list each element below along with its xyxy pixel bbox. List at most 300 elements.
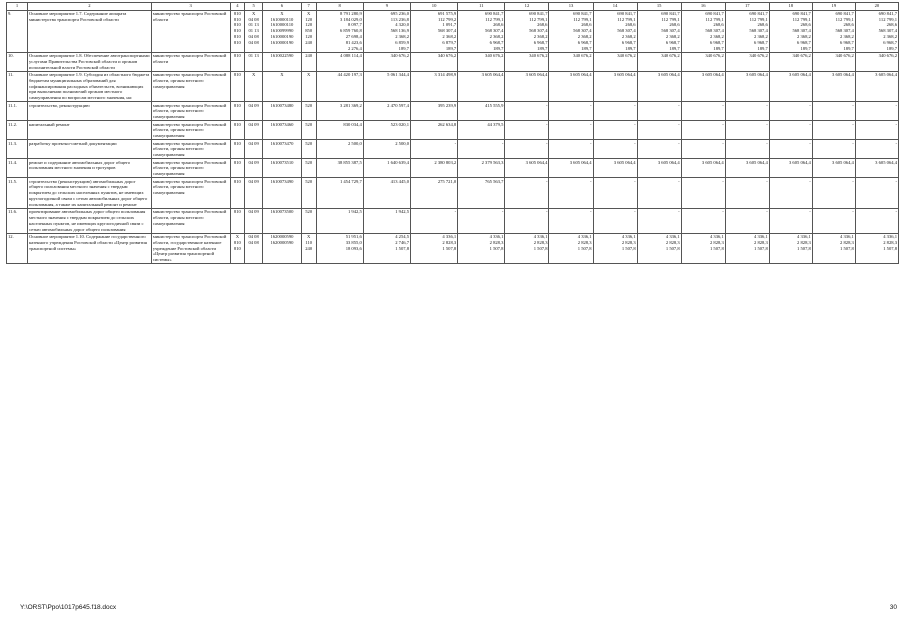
- value-line: 18 093,6: [345, 245, 362, 251]
- value-line: 268,6: [800, 22, 811, 28]
- value-cell: [410, 10, 457, 52]
- row-executor: министерство транспорта Ростовской области, государственное казенное учреждение Ростовской области «Центр развития транспортной системы»: [151, 233, 230, 264]
- value-line: 4 336,1: [883, 233, 897, 239]
- value-line: -: [678, 121, 680, 127]
- value-cell: [301, 140, 316, 159]
- value-cell: [637, 233, 681, 264]
- value-line: 268,6: [537, 22, 548, 28]
- row-executor: министерство транспорта Ростовской области: [151, 52, 230, 71]
- value-line: X: [235, 233, 240, 239]
- value-cell: [637, 140, 681, 159]
- value-line: 04 09: [248, 178, 259, 184]
- value-cell: [681, 233, 725, 264]
- value-cell: [316, 71, 363, 102]
- value-cell: [301, 71, 316, 102]
- row-number: 10.: [7, 52, 28, 71]
- value-line: 51 951,6: [345, 233, 362, 239]
- value-line: -: [852, 140, 854, 146]
- value-line: -: [545, 102, 548, 108]
- value-line: 6 968,7: [621, 39, 636, 45]
- value-cell: [769, 140, 812, 159]
- value-line: 2 380 803,2: [434, 159, 457, 165]
- row-number: 11.2.: [7, 121, 28, 140]
- value-line: 240: [305, 39, 313, 45]
- value-cell: [505, 10, 549, 52]
- value-line: 1610073490: [270, 178, 294, 184]
- table-row: [7, 233, 899, 264]
- value-line: 6 968,7: [754, 39, 768, 45]
- value-line: 268,6: [493, 22, 504, 28]
- value-line: 2 368,2: [577, 34, 592, 40]
- row-name: строительство (реконструкцию) автомобильных дорог общего пользования местного значения с твердым покрытием до сельских населенных пунктов, не имеющих круглогодичной связи с сетью автомобильных дорог общего пользования, а также их капитальный ремонт и ремонт: [27, 178, 151, 209]
- value-line: 268,6: [843, 22, 854, 28]
- value-line: 2 368,2: [665, 34, 680, 40]
- value-cell: [245, 52, 263, 71]
- value-line: 810: [233, 53, 241, 59]
- value-line: 04 08: [248, 34, 259, 40]
- value-cell: [316, 102, 363, 121]
- value-line: 340 676,2: [390, 53, 409, 59]
- value-line: 01 13: [248, 22, 259, 28]
- value-line: 240: [305, 53, 313, 59]
- row-name: капитальный ремонт: [27, 121, 151, 140]
- value-line: 1610073480: [270, 102, 294, 108]
- value-line: -: [722, 102, 724, 108]
- value-line: 6 968,7: [797, 39, 811, 45]
- value-line: -: [722, 140, 724, 146]
- row-executor: министерство транспорта Ростовской области: [151, 10, 230, 52]
- value-line: -: [766, 178, 768, 184]
- value-line: X: [307, 72, 311, 78]
- value-line: 1 942,5: [395, 209, 409, 215]
- value-line: 520: [305, 178, 313, 184]
- value-cell: [725, 52, 769, 71]
- value-line: 3 281 369,2: [339, 102, 362, 108]
- value-cell: [363, 102, 410, 121]
- value-cell: [725, 102, 769, 121]
- value-cell: [245, 140, 263, 159]
- value-line: 340 676,2: [617, 53, 636, 59]
- value-cell: [769, 52, 812, 71]
- column-number-cell: 8: [316, 3, 363, 11]
- value-cell: [410, 121, 457, 140]
- value-line: 1610099990: [270, 28, 294, 34]
- table-row: [7, 140, 899, 159]
- table-row: [7, 52, 899, 71]
- value-line: 4 336,1: [621, 233, 636, 239]
- value-cell: [363, 121, 410, 140]
- value-line: -: [454, 209, 457, 215]
- value-line: 691 575,9: [437, 10, 457, 16]
- value-cell: [549, 159, 593, 178]
- value-line: -: [852, 102, 854, 108]
- value-line: -: [895, 209, 897, 215]
- value-line: 81 423,6: [345, 39, 362, 45]
- value-line: 1610000190: [270, 34, 294, 40]
- value-cell: [316, 178, 363, 209]
- row-name: разработку проектно-сметной документации: [27, 140, 151, 159]
- value-cell: [263, 178, 302, 209]
- value-line: 4 336,1: [489, 233, 504, 239]
- value-cell: [637, 178, 681, 209]
- row-number: 11.5.: [7, 178, 28, 209]
- value-line: 340 676,2: [437, 53, 457, 59]
- value-cell: [637, 121, 681, 140]
- value-line: 3 605 064,4: [525, 72, 548, 78]
- value-line: 4 336,1: [665, 233, 680, 239]
- value-line: 395 239,9: [437, 102, 457, 108]
- value-line: 2 828,3: [840, 239, 854, 245]
- value-cell: [316, 140, 363, 159]
- value-line: 189,7: [713, 45, 724, 51]
- value-line: -: [590, 209, 592, 215]
- value-line: 38 855 387,5: [337, 159, 362, 165]
- row-executor: министерство транспорта Ростовской области, органы местного самоуправления: [151, 121, 230, 140]
- value-line: 690 841,7: [878, 10, 897, 16]
- value-cell: [855, 52, 898, 71]
- column-number-cell: 16: [681, 3, 725, 11]
- value-line: 3 605 064,4: [832, 72, 854, 78]
- value-line: 4 320,0: [395, 22, 409, 28]
- value-line: 112 799,1: [835, 16, 854, 22]
- value-cell: [505, 159, 549, 178]
- value-line: 340 676,2: [705, 53, 724, 59]
- value-line: 8 791 280,9: [339, 10, 362, 16]
- row-executor: министерство транспорта Ростовской области, органы местного самоуправления: [151, 140, 230, 159]
- value-cell: [593, 102, 637, 121]
- value-cell: [855, 233, 898, 264]
- value-cell: [681, 52, 725, 71]
- value-line: -: [895, 121, 897, 127]
- value-line: 3 605 064,4: [569, 72, 592, 78]
- value-cell: [593, 140, 637, 159]
- value-line: -: [590, 140, 592, 146]
- value-cell: [681, 121, 725, 140]
- value-line: 2 368,2: [754, 34, 768, 40]
- value-cell: [505, 178, 549, 209]
- value-line: 189,7: [445, 45, 457, 51]
- value-cell: [245, 121, 263, 140]
- value-line: 112 799,1: [705, 16, 724, 22]
- value-line: 2 828,3: [442, 239, 457, 245]
- value-cell: [812, 233, 855, 264]
- value-line: 690 841,7: [573, 10, 592, 16]
- value-line: 810: [233, 239, 241, 245]
- value-cell: [812, 52, 855, 71]
- value-cell: [316, 10, 363, 52]
- value-line: X: [307, 10, 311, 16]
- value-line: 04 09: [248, 102, 259, 108]
- value-cell: [363, 233, 410, 264]
- value-line: 4 336,1: [709, 233, 724, 239]
- value-line: 340 676,2: [529, 53, 548, 59]
- value-cell: [301, 178, 316, 209]
- value-line: 189,7: [537, 45, 548, 51]
- value-line: 340 676,2: [878, 53, 897, 59]
- value-line: -: [545, 209, 548, 215]
- column-number-cell: 12: [505, 3, 549, 11]
- value-line: 1 507,8: [621, 245, 636, 251]
- value-line: -: [722, 121, 724, 127]
- value-line: 189,7: [493, 45, 504, 51]
- value-cell: [458, 102, 505, 121]
- value-line: 2 828,3: [797, 239, 811, 245]
- row-executor: министерство транспорта Ростовской области, органы местного самоуправления: [151, 159, 230, 178]
- value-line: -: [545, 178, 548, 184]
- value-cell: [769, 121, 812, 140]
- value-line: -: [852, 121, 854, 127]
- value-line: 568 307,4: [705, 28, 724, 34]
- value-line: 340 676,2: [485, 53, 504, 59]
- value-line: 189,7: [886, 45, 897, 51]
- value-cell: [458, 140, 505, 159]
- value-cell: [363, 140, 410, 159]
- value-line: 2 500,0: [347, 140, 362, 146]
- value-cell: [505, 121, 549, 140]
- value-line: 268,6: [625, 22, 636, 28]
- value-line: -: [590, 178, 592, 184]
- value-cell: [549, 233, 593, 264]
- value-line: 690 841,7: [835, 10, 854, 16]
- value-line: 568 136,9: [390, 28, 409, 34]
- row-executor: министерство транспорта Ростовской области, органы местного самоуправления: [151, 178, 230, 209]
- value-cell: [230, 52, 245, 71]
- value-cell: [301, 208, 316, 233]
- value-line: 04 09: [248, 209, 259, 215]
- column-number-cell: 11: [458, 3, 505, 11]
- value-line: X: [280, 72, 284, 78]
- value-line: 3 605 064,4: [832, 159, 854, 165]
- value-line: 3 605 064,4: [657, 72, 680, 78]
- value-cell: [637, 208, 681, 233]
- value-line: -: [678, 178, 680, 184]
- value-cell: [230, 140, 245, 159]
- value-cell: [245, 159, 263, 178]
- value-line: 5 061 344,4: [387, 72, 409, 78]
- value-line: 112 799,2: [437, 16, 457, 22]
- value-line: 3 605 064,4: [569, 159, 592, 165]
- value-line: 2 379 563,3: [481, 159, 504, 165]
- value-cell: [301, 233, 316, 264]
- value-line: 268,6: [886, 22, 897, 28]
- value-cell: [593, 159, 637, 178]
- value-cell: [855, 140, 898, 159]
- value-line: 189,7: [669, 45, 680, 51]
- value-line: -: [809, 140, 811, 146]
- value-cell: [263, 208, 302, 233]
- value-line: 6 968,7: [883, 39, 897, 45]
- column-number-cell: 15: [637, 3, 681, 11]
- value-line: 4 336,1: [577, 233, 592, 239]
- row-name: Основное мероприятие 1.8. Обеспечение автотранспортными услугами Правительства Ростовской области и органов исполнительной власти Ростовской области: [28, 53, 150, 70]
- value-cell: [505, 208, 549, 233]
- value-line: 1 507,8: [489, 245, 504, 251]
- value-line: 189,7: [581, 45, 592, 51]
- value-cell: [681, 71, 725, 102]
- value-line: 695 236,0: [390, 10, 409, 16]
- value-cell: [637, 102, 681, 121]
- value-cell: [410, 140, 457, 159]
- value-cell: [263, 159, 302, 178]
- row-executor: министерство транспорта Ростовской области, органы местного самоуправления: [151, 208, 230, 233]
- value-line: 1 507,8: [797, 245, 811, 251]
- value-line: -: [678, 102, 680, 108]
- value-line: 415 555,9: [485, 102, 504, 108]
- value-line: 1610073500: [270, 209, 294, 215]
- column-number-cell: 18: [769, 3, 812, 11]
- value-cell: [593, 233, 637, 264]
- value-line: 2 368,2: [442, 34, 457, 40]
- value-line: 01 13: [248, 28, 259, 34]
- value-cell: [410, 208, 457, 233]
- value-line: 189,7: [625, 45, 636, 51]
- value-line: 3 605 064,4: [701, 159, 724, 165]
- row-number: 11.: [7, 71, 28, 102]
- value-line: 1 454 729,7: [339, 178, 362, 184]
- column-number-cell: 6: [263, 3, 302, 11]
- value-line: 810: [233, 22, 241, 28]
- value-line: X: [307, 233, 311, 239]
- value-line: 520: [305, 102, 313, 108]
- value-line: 1 507,8: [840, 245, 854, 251]
- value-line: -: [501, 209, 504, 215]
- value-line: 810: [233, 34, 241, 40]
- value-line: -: [809, 121, 811, 127]
- value-line: 3 605 064,4: [745, 72, 768, 78]
- value-cell: [593, 178, 637, 209]
- row-name: проектирование автомобильных дорог общего пользования местного значения с твердым покрытием до сельских населенных пунктов, не имеющих круглогодичной связи с сетью автомобильных дорог общего пользования: [27, 208, 151, 233]
- value-cell: [769, 10, 812, 52]
- row-number: 11.1.: [7, 102, 28, 121]
- value-line: 3 605 064,4: [525, 159, 548, 165]
- value-cell: [812, 71, 855, 102]
- value-line: 1 507,8: [533, 245, 548, 251]
- value-line: 568 307,4: [485, 28, 504, 34]
- row-executor: министерство транспорта Ростовской области, органы местного самоуправления: [151, 102, 230, 121]
- value-line: 1610000110: [270, 16, 294, 22]
- value-line: -: [895, 102, 897, 108]
- value-cell: [245, 178, 263, 209]
- value-line: 2 368,2: [883, 34, 897, 40]
- value-line: 690 841,7: [485, 10, 504, 16]
- value-line: 690 841,7: [705, 10, 724, 16]
- value-line: -: [545, 140, 548, 146]
- column-number-cell: 20: [855, 3, 898, 11]
- value-line: 2 828,3: [665, 239, 680, 245]
- value-cell: [681, 10, 725, 52]
- value-cell: [363, 10, 410, 52]
- column-number-cell: 14: [593, 3, 637, 11]
- value-line: 04 08: [248, 16, 259, 22]
- value-line: 2 828,3: [621, 239, 636, 245]
- value-line: 275 721,0: [437, 178, 457, 184]
- table-row: [7, 208, 899, 233]
- value-cell: [410, 233, 457, 264]
- value-cell: [769, 71, 812, 102]
- value-cell: [593, 52, 637, 71]
- value-cell: [230, 10, 245, 52]
- value-cell: [245, 233, 263, 264]
- row-name: Основное мероприятие 1.7. Содержание аппарата министерства транспорта Ростовской области: [27, 10, 151, 52]
- budget-table: [6, 2, 899, 264]
- value-line: -: [722, 178, 724, 184]
- value-cell: [230, 178, 245, 209]
- value-cell: [725, 121, 769, 140]
- value-cell: [245, 71, 263, 102]
- value-line: 3 314 498,9: [434, 72, 457, 78]
- value-line: 2 828,3: [533, 239, 548, 245]
- value-line: 04 08: [248, 239, 259, 245]
- row-number: 9.: [7, 10, 28, 52]
- value-line: 850: [305, 28, 313, 34]
- value-line: 189,7: [800, 45, 811, 51]
- value-line: 810: [233, 16, 241, 22]
- value-line: 1 507,8: [665, 245, 680, 251]
- value-cell: [230, 208, 245, 233]
- value-cell: [855, 71, 898, 102]
- value-line: -: [634, 209, 636, 215]
- value-line: 690 841,7: [661, 10, 680, 16]
- value-line: 2 470 597,4: [387, 102, 409, 108]
- value-line: 01 13: [248, 53, 259, 59]
- value-line: 810: [233, 39, 241, 45]
- value-cell: [301, 121, 316, 140]
- value-line: 1 091,7: [442, 22, 457, 28]
- value-cell: [681, 140, 725, 159]
- column-number-cell: 17: [725, 3, 769, 11]
- value-line: -: [766, 121, 768, 127]
- value-line: 568 307,4: [878, 28, 897, 34]
- value-line: 112 799,1: [485, 16, 504, 22]
- value-line: 520: [305, 140, 313, 146]
- value-line: 1620000590: [270, 233, 294, 239]
- row-name: строительство, реконструкцию: [27, 102, 151, 121]
- value-cell: [505, 233, 549, 264]
- value-line: 6 859 760,8: [339, 28, 362, 34]
- value-line: 690 841,7: [792, 10, 811, 16]
- value-line: 2 828,3: [489, 239, 504, 245]
- value-cell: [637, 159, 681, 178]
- column-number-row: [7, 3, 899, 11]
- value-line: 765 563,7: [485, 178, 504, 184]
- value-line: 4 336,1: [754, 233, 768, 239]
- value-cell: [549, 102, 593, 121]
- value-line: 6 968,7: [665, 39, 680, 45]
- value-cell: [681, 208, 725, 233]
- table-body: [7, 3, 899, 264]
- value-cell: [301, 102, 316, 121]
- value-line: 1 942,5: [347, 209, 362, 215]
- value-cell: [637, 52, 681, 71]
- value-line: 3 605 064,4: [613, 159, 636, 165]
- value-line: 1610073510: [270, 159, 294, 165]
- value-cell: [812, 121, 855, 140]
- value-line: 44 420 197,3: [337, 72, 362, 78]
- value-cell: [458, 71, 505, 102]
- value-line: 3 605 064,4: [745, 159, 768, 165]
- value-line: 1 640 639,4: [387, 159, 409, 165]
- value-line: -: [501, 140, 504, 146]
- value-cell: [316, 52, 363, 71]
- column-number-cell: 1: [7, 3, 28, 11]
- column-number-cell: 10: [410, 3, 457, 11]
- value-line: 1620000590: [270, 239, 294, 245]
- value-line: 3 605 064,4: [875, 72, 897, 78]
- value-line: 2 368,2: [395, 34, 409, 40]
- value-cell: [245, 10, 263, 52]
- value-line: 520: [305, 209, 313, 215]
- value-cell: [301, 159, 316, 178]
